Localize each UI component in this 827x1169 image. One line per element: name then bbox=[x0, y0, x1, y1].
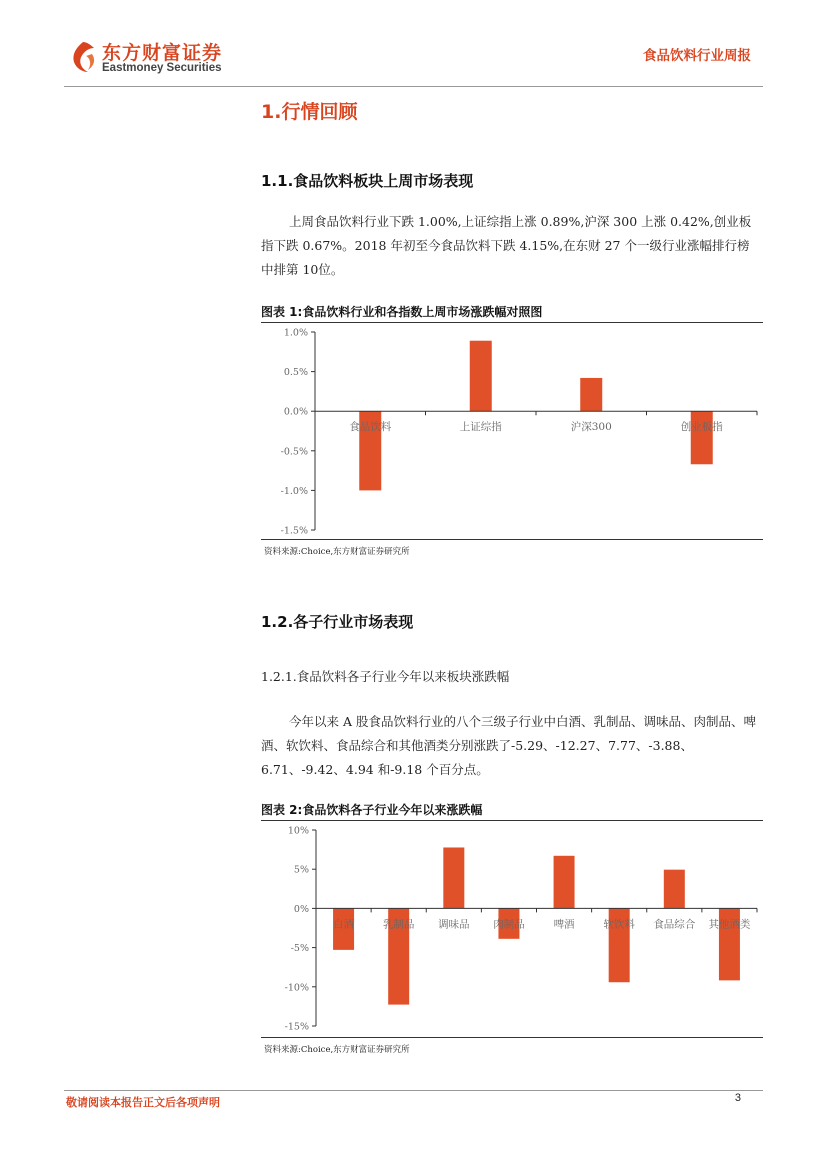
figure-2-source: 资料来源:Choice,东方财富证券研究所 bbox=[264, 1045, 410, 1055]
bar bbox=[580, 378, 602, 411]
y-tick-label: -5% bbox=[290, 943, 309, 955]
footer-disclaimer: 敬请阅读本报告正文后各项声明 bbox=[66, 1096, 220, 1109]
figure-1-bottom-rule bbox=[261, 539, 763, 540]
bar bbox=[470, 341, 492, 411]
subsection-title-1-1: 1.1.食品饮料板块上周市场表现 bbox=[261, 172, 474, 190]
figure-1-title: 图表 1:食品饮料行业和各指数上周市场涨跌幅对照图 bbox=[261, 305, 543, 319]
page-number: 3 bbox=[734, 1092, 741, 1104]
y-tick-label: 10% bbox=[287, 825, 309, 837]
subsection-title-1-2: 1.2.各子行业市场表现 bbox=[261, 613, 414, 631]
category-label: 食品饮料 bbox=[349, 421, 392, 434]
y-tick-label: -10% bbox=[284, 982, 309, 994]
y-tick-label: -1.0% bbox=[280, 485, 308, 497]
y-tick-label: 0.5% bbox=[283, 367, 308, 379]
logo-english-name: Eastmoney Securities bbox=[102, 62, 222, 74]
y-tick-label: 1.0% bbox=[283, 327, 308, 339]
category-label: 啤酒 bbox=[553, 918, 575, 931]
category-label: 沪深300 bbox=[570, 421, 612, 434]
brand-logo bbox=[68, 38, 238, 78]
figure-2-svg bbox=[261, 821, 763, 1037]
paragraph-subindustry-performance: 今年以来 A 股食品饮料行业的八个三级子行业中白酒、乳制品、调味品、肉制品、啤酒、软饮料、食品综合和其他酒类分别涨跌了-5.29、-12.27、7.77、-3.88、6.71、-9.42、4.94 和-9.18 个百分点。 bbox=[261, 714, 756, 777]
report-type: 食品饮料行业周报 bbox=[643, 48, 751, 64]
category-label: 创业板指 bbox=[680, 421, 723, 434]
category-label: 食品综合 bbox=[653, 918, 696, 931]
figure-2-bottom-rule bbox=[261, 1037, 763, 1038]
figure-2-chart bbox=[261, 821, 763, 1037]
category-label: 调味品 bbox=[438, 918, 470, 931]
category-label: 白酒 bbox=[333, 918, 355, 931]
y-tick-label: 0.0% bbox=[283, 406, 308, 418]
figure-2-title: 图表 2:食品饮料各子行业今年以来涨跌幅 bbox=[261, 803, 483, 817]
subsection-title-1-2-1: 1.2.1.食品饮料各子行业今年以来板块涨跌幅 bbox=[261, 669, 510, 684]
bar bbox=[691, 411, 713, 464]
y-tick-label: -0.5% bbox=[280, 446, 308, 458]
y-tick-label: 0% bbox=[293, 903, 309, 915]
bar bbox=[443, 847, 464, 908]
brand-logo-icon bbox=[68, 40, 98, 74]
y-tick-label: -15% bbox=[284, 1021, 309, 1033]
header-divider bbox=[64, 86, 763, 87]
category-label: 软饮料 bbox=[603, 918, 635, 931]
section-title: 1.行情回顾 bbox=[261, 101, 358, 123]
footer-divider bbox=[64, 1090, 763, 1091]
category-label: 乳制品 bbox=[382, 918, 415, 931]
y-tick-label: -1.5% bbox=[280, 525, 308, 537]
figure-1-source: 资料来源:Choice,东方财富证券研究所 bbox=[264, 547, 410, 557]
bar bbox=[664, 870, 685, 909]
figure-1-chart bbox=[261, 323, 763, 539]
bar bbox=[554, 856, 575, 909]
logo-chinese-name: 东方财富证券 bbox=[102, 42, 223, 64]
category-label: 其他酒类 bbox=[708, 918, 751, 931]
category-label: 上证综指 bbox=[459, 421, 502, 434]
y-tick-label: 5% bbox=[293, 864, 309, 876]
paragraph-market-performance: 上周食品饮料行业下跌 1.00%,上证综指上涨 0.89%,沪深 300 上涨 0.42%,创业板指下跌 0.67%。2018 年初至今食品饮料下跌 4.15%,在东财 27 个一级行业涨幅排行榜中排第 10位。 bbox=[261, 214, 752, 277]
category-label: 肉制品 bbox=[493, 918, 525, 931]
figure-1-svg bbox=[261, 323, 763, 539]
